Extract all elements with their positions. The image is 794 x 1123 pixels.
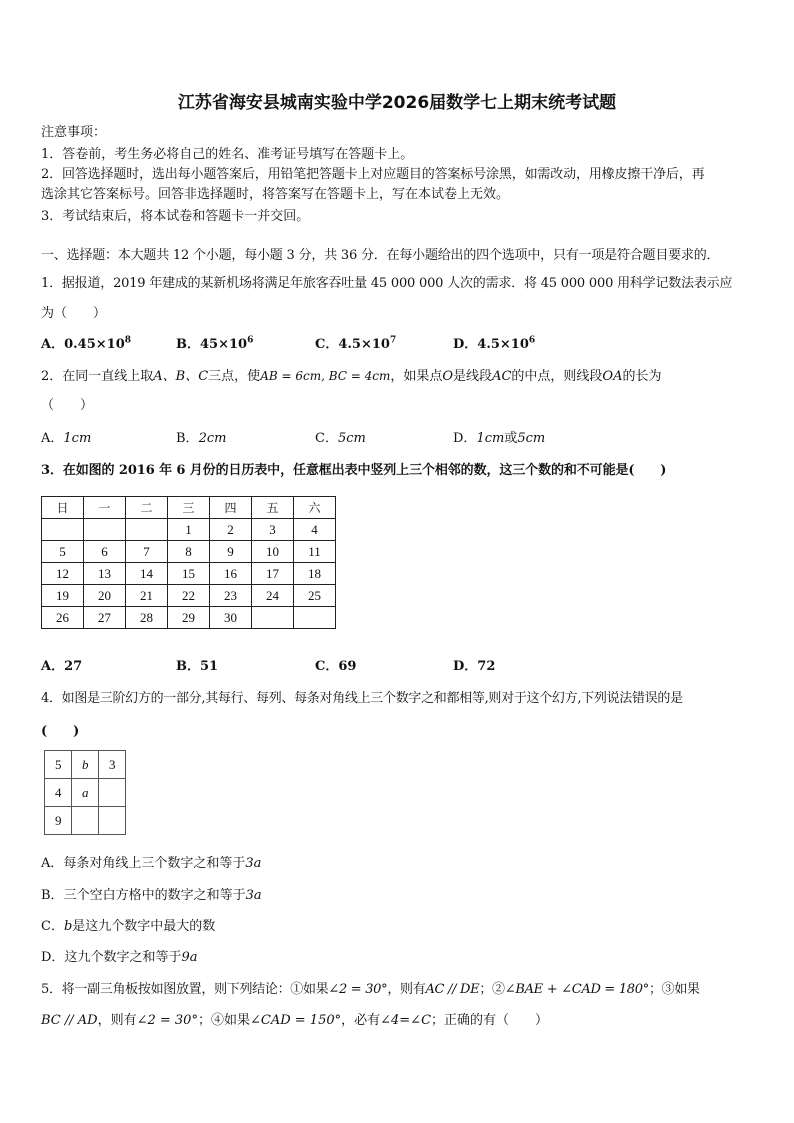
notice-line: 选涂其它答案标号。回答非选择题时，将答案写在答题卡上，写在本试卷上无效。 <box>41 187 510 202</box>
magic-square-cell: 5 <box>45 751 72 779</box>
calendar-header-cell: 三 <box>168 497 210 519</box>
calendar-header-row <box>42 497 336 519</box>
calendar-header-cell: 日 <box>42 497 84 519</box>
magic-square-cell: a <box>72 779 99 807</box>
calendar-cell <box>42 519 84 541</box>
calendar-cell: 3 <box>252 519 294 541</box>
calendar-cell: 10 <box>252 541 294 563</box>
calendar-cell: 24 <box>252 585 294 607</box>
q1-option-a: A．$0.45\times 10^8$ <box>41 335 132 352</box>
q4-option-b: B．三个空白方格中的数字之和等于3a <box>41 888 262 903</box>
calendar-cell: 18 <box>294 563 336 585</box>
question-2-paren: （ ） <box>41 398 94 413</box>
calendar-cell: 11 <box>294 541 336 563</box>
calendar-header-cell: 一 <box>84 497 126 519</box>
question-2-text: 2．在同一直线上取A、B、C三点，使AB = 6cm, BC = 4cm，如果点O是线段AC的中点，则线段OA的长为 <box>41 369 662 384</box>
q4-option-d: D．这九个数字之和等于9a <box>41 950 198 965</box>
calendar-cell: 2 <box>210 519 252 541</box>
calendar-cell: 12 <box>42 563 84 585</box>
calendar-cell: 5 <box>42 541 84 563</box>
q1-option-c: C．$4.5\times 10^7$ <box>315 335 397 352</box>
q1-option-d: D．$4.5\times 10^6$ <box>453 335 536 352</box>
calendar-header-cell: 四 <box>210 497 252 519</box>
calendar-header-cell: 六 <box>294 497 336 519</box>
q4-option-c: C．b是这九个数字中最大的数 <box>41 919 216 934</box>
calendar-cell: 29 <box>168 607 210 629</box>
magic-square-cell: 9 <box>45 807 72 835</box>
page-title: 江苏省海安县城南实验中学2026届数学七上期末统考试题 <box>177 93 617 113</box>
q3-option-a: A．27 <box>41 659 83 674</box>
q2-option-c: C．5cm <box>315 431 366 446</box>
question-1-text: 1．据报道，2019 年建成的某新机场将满足年旅客吞吐量 45 000 000 人次的需求．将 45 000 000 用科学记数法表示应 <box>41 276 733 291</box>
calendar-row <box>42 563 336 585</box>
calendar-cell <box>294 607 336 629</box>
magic-square-cell <box>99 807 126 835</box>
calendar-cell: 22 <box>168 585 210 607</box>
calendar-table <box>41 496 336 629</box>
question-5-text: 5．将一副三角板按如图放置，则下列结论：①如果∠2 = 30°，则有AC // DE；②∠BAE + ∠CAD = 180°；③如果 <box>41 982 700 997</box>
q2-option-a: A．1cm <box>41 431 92 446</box>
question-5-text-line2: BC // AD，则有∠2 = 30°；④如果∠CAD = 150°，必有∠4=∠C；正确的有（ ） <box>41 1013 549 1028</box>
calendar-cell: 7 <box>126 541 168 563</box>
magic-square-cell <box>72 807 99 835</box>
calendar-header-cell: 五 <box>252 497 294 519</box>
q2-option-d: D．1cm或5cm <box>453 431 546 446</box>
calendar-cell <box>126 519 168 541</box>
calendar-cell: 21 <box>126 585 168 607</box>
question-3-text: 3．在如图的 2016 年 6 月份的日历表中，任意框出表中竖列上三个相邻的数，这三个数的和不可能是( ) <box>41 463 667 478</box>
notice-line: 3．考试结束后，将本试卷和答题卡一并交回。 <box>41 209 310 224</box>
q3-option-c: C．69 <box>315 659 357 674</box>
magic-square-cell: 3 <box>99 751 126 779</box>
q1-option-b: B．$45\times 10^6$ <box>176 335 254 352</box>
question-1-paren: 为（ ） <box>41 306 107 321</box>
q4-option-a: A．每条对角线上三个数字之和等于3a <box>41 856 262 871</box>
q2-option-b: B．2cm <box>176 431 227 446</box>
calendar-cell <box>84 519 126 541</box>
q3-option-b: B．51 <box>176 659 219 674</box>
calendar-cell <box>252 607 294 629</box>
notice-line: 1．答卷前，考生务必将自己的姓名、准考证号填写在答题卡上。 <box>41 147 414 162</box>
calendar-cell: 6 <box>84 541 126 563</box>
question-4-paren: ( ) <box>41 724 80 739</box>
calendar-cell: 8 <box>168 541 210 563</box>
calendar-header-cell: 二 <box>126 497 168 519</box>
calendar-row <box>42 607 336 629</box>
calendar-cell: 17 <box>252 563 294 585</box>
calendar-cell: 4 <box>294 519 336 541</box>
notice-line: 2．回答选择题时，选出每小题答案后，用铅笔把答题卡上对应题目的答案标号涂黑，如需改动，用橡皮擦干净后，再 <box>41 167 705 182</box>
calendar-row <box>42 541 336 563</box>
calendar-cell: 15 <box>168 563 210 585</box>
calendar-cell: 19 <box>42 585 84 607</box>
magic-square-cell <box>99 779 126 807</box>
calendar-row <box>42 585 336 607</box>
magic-square-grid <box>44 750 126 835</box>
calendar-cell: 30 <box>210 607 252 629</box>
q3-option-d: D．72 <box>453 659 496 674</box>
calendar-cell: 20 <box>84 585 126 607</box>
calendar-cell: 13 <box>84 563 126 585</box>
calendar-cell: 1 <box>168 519 210 541</box>
calendar-cell: 28 <box>126 607 168 629</box>
section-heading: 一、选择题：本大题共 12 个小题，每小题 3 分，共 36 分．在每小题给出的四个选项中，只有一项是符合题目要求的． <box>41 248 720 263</box>
calendar-cell: 14 <box>126 563 168 585</box>
calendar-cell: 9 <box>210 541 252 563</box>
calendar-cell: 23 <box>210 585 252 607</box>
question-4-text: 4．如图是三阶幻方的一部分,其每行、每列、每条对角线上三个数字之和都相等,则对于这个幻方,下列说法错误的是 <box>41 691 683 706</box>
notice-heading: 注意事项： <box>41 125 107 140</box>
calendar-cell: 25 <box>294 585 336 607</box>
magic-square-cell: 4 <box>45 779 72 807</box>
calendar-row <box>42 519 336 541</box>
calendar-cell: 26 <box>42 607 84 629</box>
magic-square-cell: b <box>72 751 99 779</box>
calendar-cell: 16 <box>210 563 252 585</box>
calendar-cell: 27 <box>84 607 126 629</box>
